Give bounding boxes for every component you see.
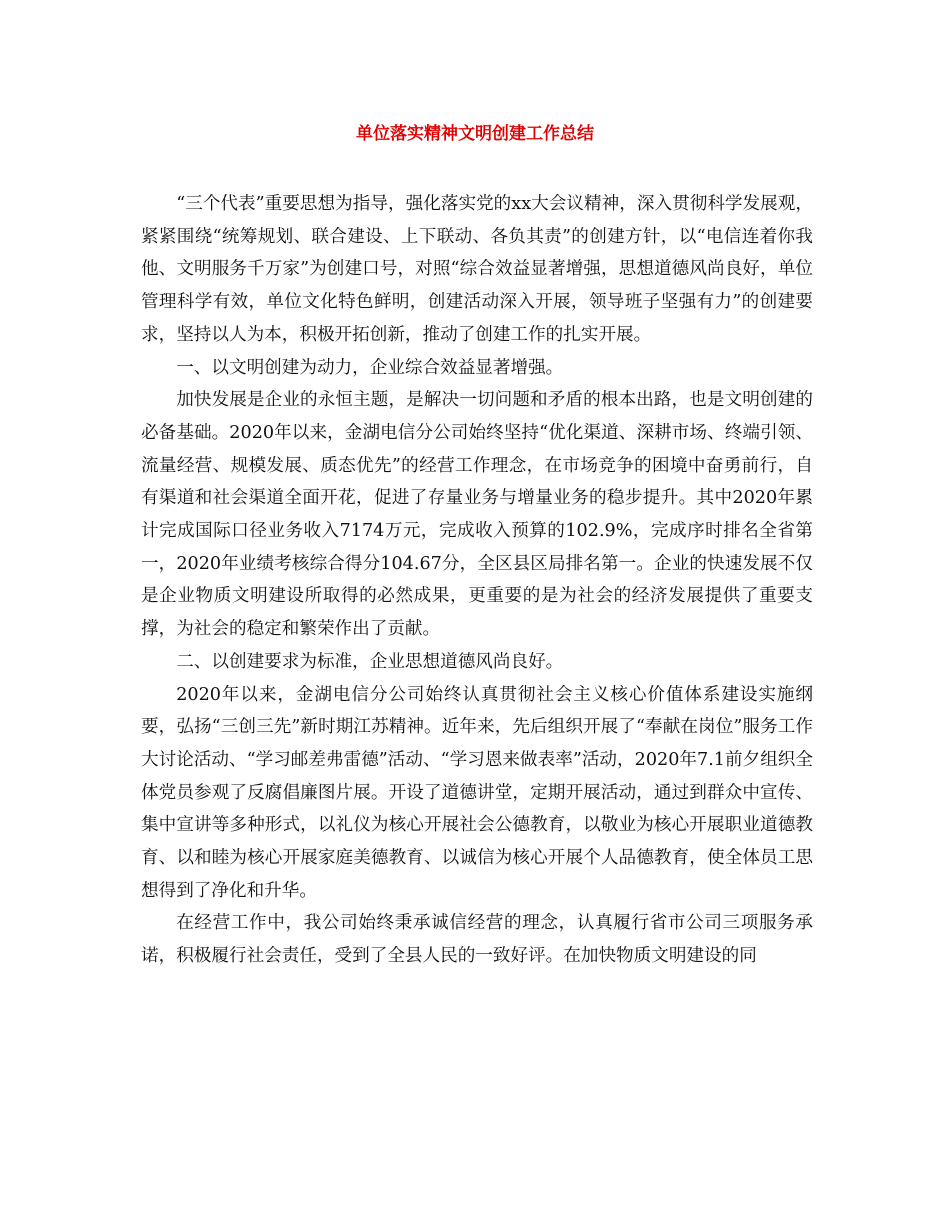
paragraph-section-1: 加快发展是企业的永恒主题，是解决一切问题和矛盾的根本出路，也是文明创建的必备基础。2020年以来，金湖电信分公司始终坚持“优化渠道、深耕市场、终端引领、流量经营、规模发展、质态优先”的经营工作理念，在市场竞争的困境中奋勇前行，自有渠道和社会渠道全面开花，促进了存量业务与增量业务的稳步提升。其中2020年累计完成国际口径业务收入7174万元，完成收入预算的102.9%，完成序时排名全省第一，2020年业绩考核综合得分104.67分，全区县区局排名第一。企业的快速发展不仅是企业物质文明建设所取得的必然成果，更重要的是为社会的经济发展提供了重要支撑，为社会的稳定和繁荣作出了贡献。	[141, 390, 813, 640]
paragraph-section-2: 2020年以来，金湖电信分公司始终认真贯彻社会主义核心价值体系建设实施纲要，弘扬“三创三先”新时期江苏精神。近年来，先后组织开展了“奉献在岗位”服务工作大讨论活动、“学习邮差弗雷德”活动、“学习恩来做表率”活动，2020年7.1前夕组织全体党员参观了反腐倡廉图片展。开设了道德讲堂，定期开展活动，通过到群众中宣传、集中宣讲等多种形式，以礼仪为核心开展社会公德教育，以敬业为核心开展职业道德教育、以和睦为核心开展家庭美德教育、以诚信为核心开展个人品德教育，使全体员工思想得到了净化和升华。	[141, 684, 813, 901]
document-body	[141, 188, 813, 973]
document-title: 单位落实精神文明创建工作总结	[356, 124, 594, 144]
section-heading-1: 一、以文明创建为动力，企业综合效益显著增强。	[176, 357, 564, 378]
section-heading-2: 二、以创建要求为标准，企业思想道德风尚良好。	[176, 651, 564, 672]
paragraph-intro: “三个代表”重要思想为指导，强化落实党的xx大会议精神，深入贯彻科学发展观，紧紧围绕“统筹规划、联合建设、上下联动、各负其责”的创建方针，以“电信连着你我他、文明服务千万家”为创建口号，对照“综合效益显著增强，思想道德风尚良好，单位管理科学有效，单位文化特色鲜明，创建活动深入开展，领导班子坚强有力”的创建要求，坚持以人为本，积极开拓创新，推动了创建工作的扎实开展。	[141, 194, 813, 345]
paragraph-section-2-continued: 在经营工作中，我公司始终秉承诚信经营的理念，认真履行省市公司三项服务承诺，积极履行社会责任，受到了全县人民的一致好评。在加快物质文明建设的同	[141, 913, 813, 967]
